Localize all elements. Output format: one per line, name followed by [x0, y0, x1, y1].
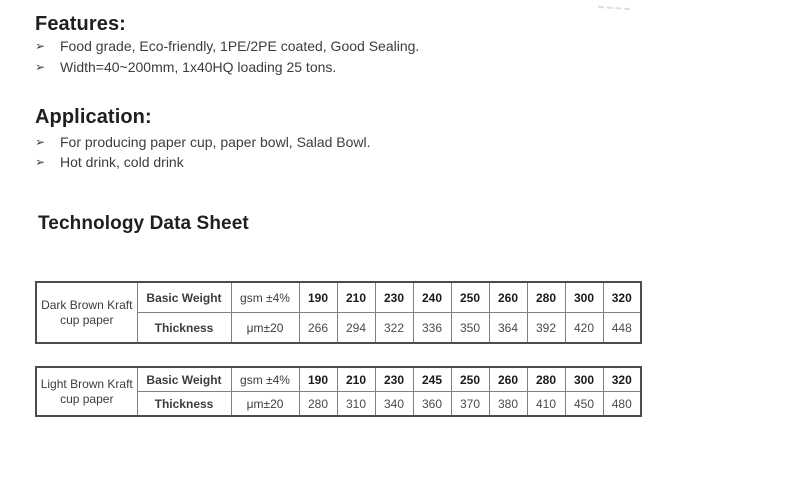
list-item-text: Hot drink, cold drink — [60, 154, 184, 170]
value-cell: 480 — [603, 392, 641, 417]
value-cell: 380 — [489, 392, 527, 417]
list-item — [35, 36, 419, 57]
product-name-cell: Light Brown Kraft cup paper — [36, 367, 137, 416]
value-cell: 240 — [413, 282, 451, 313]
product-name-cell: Dark Brown Kraft cup paper — [36, 282, 137, 343]
features-heading: Features: — [35, 13, 126, 35]
unit-cell: μm±20 — [231, 392, 299, 417]
arrow-bullet-icon: ➢ — [35, 155, 46, 169]
value-cell: 310 — [337, 392, 375, 417]
value-cell: 448 — [603, 313, 641, 344]
value-cell: 260 — [489, 282, 527, 313]
value-cell: 370 — [451, 392, 489, 417]
value-cell: 230 — [375, 367, 413, 392]
value-cell: 392 — [527, 313, 565, 344]
value-cell: 210 — [337, 367, 375, 392]
value-cell: 260 — [489, 367, 527, 392]
value-cell: 280 — [299, 392, 337, 417]
value-cell: 420 — [565, 313, 603, 344]
value-cell: 350 — [451, 313, 489, 344]
value-cell: 300 — [565, 282, 603, 313]
value-cell: 340 — [375, 392, 413, 417]
table-light-brown — [35, 366, 642, 417]
value-cell: 245 — [413, 367, 451, 392]
value-cell: 250 — [451, 282, 489, 313]
value-cell: 322 — [375, 313, 413, 344]
table-row — [36, 282, 641, 313]
arrow-bullet-icon: ➢ — [35, 39, 46, 53]
value-cell: 266 — [299, 313, 337, 344]
list-item-text: Food grade, Eco-friendly, 1PE/2PE coated, Good Sealing. — [60, 38, 420, 54]
list-item-text: For producing paper cup, paper bowl, Salad Bowl. — [60, 134, 371, 150]
arrow-bullet-icon: ➢ — [35, 135, 46, 149]
table-dark-brown — [35, 281, 642, 344]
unit-cell: gsm ±4% — [231, 367, 299, 392]
value-cell: 450 — [565, 392, 603, 417]
list-item — [35, 132, 371, 152]
features-list — [35, 36, 419, 78]
list-item — [35, 57, 419, 78]
value-cell: 336 — [413, 313, 451, 344]
value-cell: 210 — [337, 282, 375, 313]
metric-label-cell: Basic Weight — [137, 282, 231, 313]
arrow-bullet-icon: ➢ — [35, 60, 46, 74]
value-cell: 280 — [527, 367, 565, 392]
value-cell: 410 — [527, 392, 565, 417]
value-cell: 360 — [413, 392, 451, 417]
metric-label-cell: Basic Weight — [137, 367, 231, 392]
application-list — [35, 132, 371, 172]
table-row — [36, 367, 641, 392]
value-cell: 300 — [565, 367, 603, 392]
list-item — [35, 152, 371, 172]
value-cell: 250 — [451, 367, 489, 392]
application-heading: Application: — [35, 106, 152, 128]
value-cell: 190 — [299, 367, 337, 392]
value-cell: 320 — [603, 282, 641, 313]
datasheet-heading: Technology Data Sheet — [38, 213, 249, 234]
unit-cell: μm±20 — [231, 313, 299, 344]
faint-artifact-mark — [598, 6, 630, 10]
unit-cell: gsm ±4% — [231, 282, 299, 313]
metric-label-cell: Thickness — [137, 392, 231, 417]
value-cell: 190 — [299, 282, 337, 313]
value-cell: 364 — [489, 313, 527, 344]
list-item-text: Width=40~200mm, 1x40HQ loading 25 tons. — [60, 59, 337, 75]
metric-label-cell: Thickness — [137, 313, 231, 344]
value-cell: 230 — [375, 282, 413, 313]
value-cell: 320 — [603, 367, 641, 392]
value-cell: 280 — [527, 282, 565, 313]
value-cell: 294 — [337, 313, 375, 344]
